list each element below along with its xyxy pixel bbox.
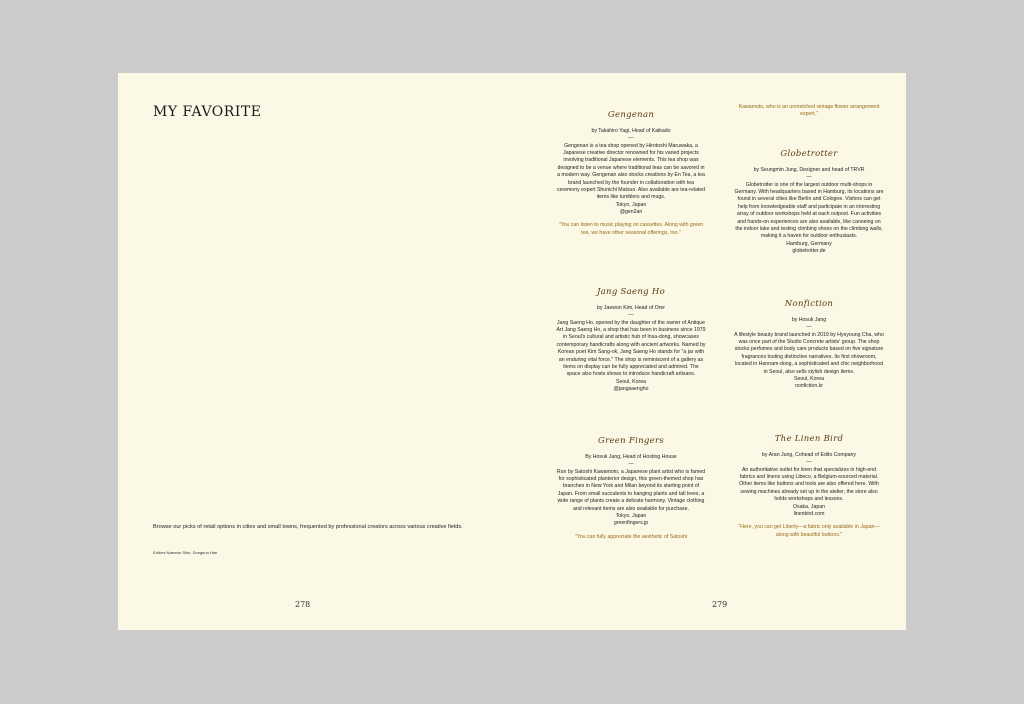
entry-body: Gengenan is a tea shop opened by Hirotoshi Maruwaka, a Japanese creative director renowned for his varied projects involving traditional Japanese elements. This tea shop was designed to be a venue where traditional teas can be savored in a modern way. Gengenan also stocks creations by En Tea, a tea brand launched by the founder in collaboration with tea ceremony expert Shunichi Matsuo. Also available are tea-related items like tumblers and mugs. <box>556 142 706 201</box>
carryover-quote: Kawamoto, who is an unmatched vintage flower arrangement expert." <box>738 104 880 118</box>
entry-web: greenfingers.jp <box>613 520 649 527</box>
entry-dash: — <box>628 135 634 142</box>
entry-location: Tokyo, Japan <box>615 512 647 519</box>
entry-name: Nonfiction <box>784 299 834 309</box>
entry-location: Seoul, Korea <box>616 378 646 385</box>
editors-credit: Editors Naewon Shin, Dongeun Han <box>153 550 218 555</box>
entry-location: Osaka, Japan <box>792 503 825 510</box>
entry-quote: "You can listen to music playing on cassettes. Along with green tea, we have other seasonal offerings, too." <box>558 222 704 236</box>
magazine-spread <box>118 73 906 630</box>
entry-dash: — <box>806 459 812 466</box>
entry-web: @jangsaengho <box>613 386 649 393</box>
entry-location: Tokyo, Japan <box>615 201 647 208</box>
entry-name: Gengenan <box>607 110 655 120</box>
entry-byline: by Aran Jung, Cohead of Edito Company <box>761 452 856 459</box>
entry-byline: by Seungmin Jung, Designer and head of TRVR <box>753 167 865 174</box>
entry-jang-saeng-ho <box>556 286 706 393</box>
entry-dash: — <box>628 461 634 468</box>
entry-dash: — <box>628 312 634 319</box>
entry-web: @gen2an <box>619 209 643 216</box>
page-title: MY FAVORITE <box>153 104 262 120</box>
entry-quote: "Here, you can get Liberty—a fabric only available in Japan—along with beautiful buttons." <box>738 524 880 538</box>
entry-gengenan <box>556 109 706 237</box>
entry-name: Globetrotter <box>780 149 838 159</box>
entry-byline: By Hosuk Jang, Head of Hosting House <box>585 454 677 461</box>
entry-body: Globetrotter is one of the largest outdoor multi-shops in Germany. With headquarters based in Hamburg, its locations are found in several cities like Berlin and Cologne. Visitors can get help from knowledgeable staff and participate in an interesting array of outdoor workshops held at each outpost. Fun activities and hands-on experiences are also available, like canoeing on the indoor lake and testing climbing shoes on the climbing walls, making it a haven for outdoor enthusiasts. <box>734 181 884 240</box>
entry-name: The Linen Bird <box>774 434 844 444</box>
entry-dash: — <box>806 174 812 181</box>
entry-quote: "You can fully appreciate the aesthetic of Satoshi <box>574 533 688 540</box>
entry-body: Run by Satoshi Kawamoto, a Japanese plant artist who is famed for sophisticated planterior design, this green-themed shop has branches in New York and Milan beyond its starting point of Japan. From small succulents to hanging plants and tall trees, a wide range of plants create a delicate harmony. Vintage clothing and relevant items are also available for purchase. <box>556 468 706 512</box>
intro-text: Browse our picks of retail options in cities and small towns, frequented by professional creators across various creative fields. <box>153 524 463 530</box>
entry-nonfiction <box>734 298 884 391</box>
entry-web: linenbird.com <box>793 510 825 517</box>
entry-dash: — <box>806 324 812 331</box>
entry-body: A lifestyle beauty brand launched in 2019 by Hyeyoung Cha, who was once part of the Studio Concrete artists' group. The shop stocks perfumes and body care products based on five signature fragrances touting distinctive narratives. Its first showroom, located in Hannam-dong, a sophisticated and chic neighborhood in Seoul, also sells stylish design items. <box>734 331 884 375</box>
entry-location: Hamburg, Germany <box>786 240 832 247</box>
entry-web: globetrotter.de <box>792 248 826 255</box>
entry-byline: by Jaewon Kim, Head of Orer <box>596 305 666 312</box>
entry-body: An authoritative outlet for linen that specializes in high-end fabrics and linens using Libeco, a Belgium-sourced material. Other items like buttons and tools are also offered here. With sewing machines already set up in the atelier, the store also holds workshops and lessons. <box>739 466 879 503</box>
entry-globetrotter <box>734 148 884 255</box>
entry-name: Jang Saeng Ho <box>596 287 666 297</box>
entry-the-linen-bird <box>734 433 884 539</box>
entry-web: nonfiction.kr <box>795 383 823 390</box>
entry-byline: by Hosuk Jang <box>791 317 827 324</box>
entry-body: Jang Saeng Ho, opened by the daughter of the owner of Antique Art Jang Saeng Ho, a shop that has been in business since 1979 in Seoul's cultural and artistic hub of Insa-dong, showcases contemporary handicrafts along with ancient artworks. Named by Korean poet Kim Sang-ok, Jang Saeng Ho stands for "a jar with an enduring vital force." The shop is reminiscent of a gallery as items on display can be fully appreciated and admired. The space also hosts shows to introduce handicraft artisans. <box>556 319 706 378</box>
entry-byline: by Takahiro Yagi, Head of Kaikado <box>591 128 671 135</box>
entry-location: Seoul, Korea <box>794 375 824 382</box>
page-number-right: 279 <box>712 600 728 609</box>
page-number-left: 278 <box>295 600 311 609</box>
entry-green-fingers <box>556 435 706 541</box>
entry-name: Green Fingers <box>598 436 664 446</box>
